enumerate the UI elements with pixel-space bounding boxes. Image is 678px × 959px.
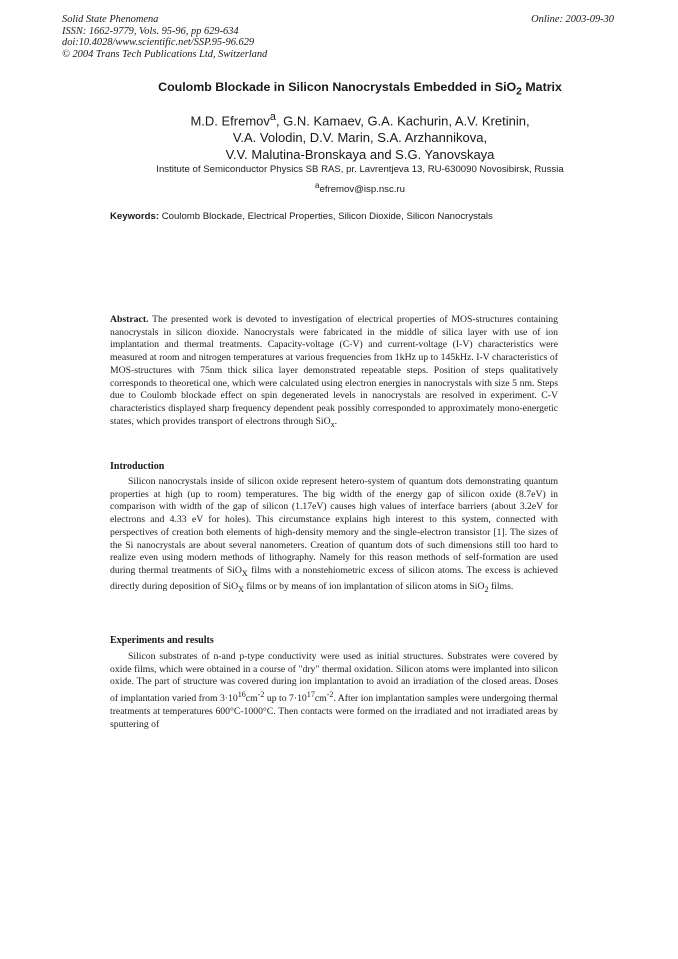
email-address: efremov@isp.nsc.ru [319,184,405,196]
exp-superscript-1: 16 [237,690,246,700]
author-line-2: V.A. Volodin, D.V. Marin, S.A. Arzhannikova, [232,130,488,146]
issn-line: ISSN: 1662-9779, Vols. 95-96, pp 629-634 [62,25,239,37]
exp-superscript-3: 17 [306,690,315,700]
email-line [60,178,660,198]
author-superscript: a [269,111,276,123]
email-superscript: a [315,181,320,190]
experiments-heading: Experiments and results [110,635,214,646]
author-rest: , G.N. Kamaev, G.A. Kachurin, A.V. Kretinin, [275,113,530,129]
title-text: Coulomb Blockade in Silicon Nanocrystals Embedded in SiO [158,80,517,94]
intro-text-b: films with a nonstehiometric excess of silicon atoms. The excess is achieved directly during deposition of SiO [110,564,558,592]
journal-name: Solid State Phenomena [62,14,159,25]
intro-subscript-2: X [238,584,244,594]
title-subscript: 2 [516,86,522,98]
abstract-text: The presented work is devoted to investigation of electrical properties of MOS-structures containing nanocrystals in silicon dioxide. Nanocrystals were fabricated in the middle of silica layer with use of ion implantation and thermal treatments. Capacity-voltage (C-V) and current-voltage (I-V) characteristics were measured at room and nitrogen temperatures at various frequencies from 1kHz up to 145kHz. I-V characteristics of MOS-structures with 75nm thick silica layer demonstrated repeatable steps. Position of steps qualitatively corresponds to theoretical one, which were calculated using electron energies in nanocrystals with size 5 nm. Steps due to Coulomb blockade effect on spin degenerated levels in nanocrystals are resolved in experiment. C-V characteristics displayed sharp frequency dependent peak possibly corresponded to approximately mono-energetic states, which provides transport of electrons through SiO [110,314,558,427]
abstract-label: Abstract. [110,314,149,325]
keywords [110,211,630,222]
introduction-heading: Introduction [110,461,165,472]
experiments-paragraph [110,651,558,731]
introduction-paragraph [110,476,558,596]
author-list [60,109,660,163]
title-text-end: Matrix [521,80,562,94]
intro-text-c: films or by means of ion implantation of silicon atoms in SiO [243,580,485,592]
intro-subscript-1: X [241,568,248,578]
exp-text-c: up to 7·10 [264,693,307,705]
exp-superscript-2: -2 [257,690,265,700]
abstract-end: . [334,415,338,427]
abstract [110,314,558,431]
intro-text-d: films. [488,580,514,592]
affiliation [60,162,660,198]
paper-title [60,80,660,97]
exp-text-d: cm [314,693,327,705]
online-date: Online: 2003-09-30 [531,14,614,25]
doi-line: doi:10.4028/www.scientific.net/SSP.95-96.629 [62,37,255,49]
exp-text-a: Silicon substrates of n-and p-type conductivity were used as initial structures. Substrates were covered by oxide films, which were obtained in a course of "dry" thermal oxidation. Silicon atoms were implanted into silicon oxide. The part of structure was covered during ion implantation to avoid an irradiation of the closed areas. Doses of implantation varied from 3·10 [110,651,558,705]
journal-header [62,14,267,60]
intro-subscript-3: 2 [484,584,489,594]
keywords-text: Coulomb Blockade, Electrical Properties, Silicon Dioxide, Silicon Nanocrystals [159,211,493,222]
intro-text-a: Silicon nanocrystals inside of silicon oxide represent hetero-system of quantum dots demonstrating quantum properties at high (up to room) temperatures. The big width of the energy gap of silicon oxide (8.7eV) in comparison with width of the gap of silicon (1.17eV) causes high values of interface barriers (about 3.2eV for electrons and 4.33 eV for holes). This circumstance explains high interest to this system, connected with perspectives of creation both elements of high-density memory and the single-electron transistor [1]. The sizes of the Si nanocrystals are about several nanometers. Creation of quantum dots of such dimensions still too hard to realize even using modern methods of lithography. Namely for this reason methods of self-formation are used during thermal treatments of SiO [110,476,558,576]
author-first: M.D. Efremov [190,113,270,129]
keywords-label: Keywords: [110,211,160,222]
institute-line: Institute of Semiconductor Physics SB RAS, pr. Lavrentjeva 13, RU-630090 Novosibirsk, Russia [156,164,564,175]
exp-text-e: . After ion implantation samples were undergoing thermal treatments at temperatures 600°C-1000°C. Then contacts were formed on the irradiated and not irradiated areas by sputtering of [110,693,558,730]
author-line-1 [60,109,660,129]
author-line-3: V.V. Malutina-Bronskaya and S.G. Yanovskaya [225,147,495,163]
exp-superscript-4: -2 [326,690,334,700]
copyright-line: © 2004 Trans Tech Publications Ltd, Switzerland [62,48,268,60]
abstract-subscript: x [330,419,335,429]
exp-text-b: cm [245,693,258,705]
